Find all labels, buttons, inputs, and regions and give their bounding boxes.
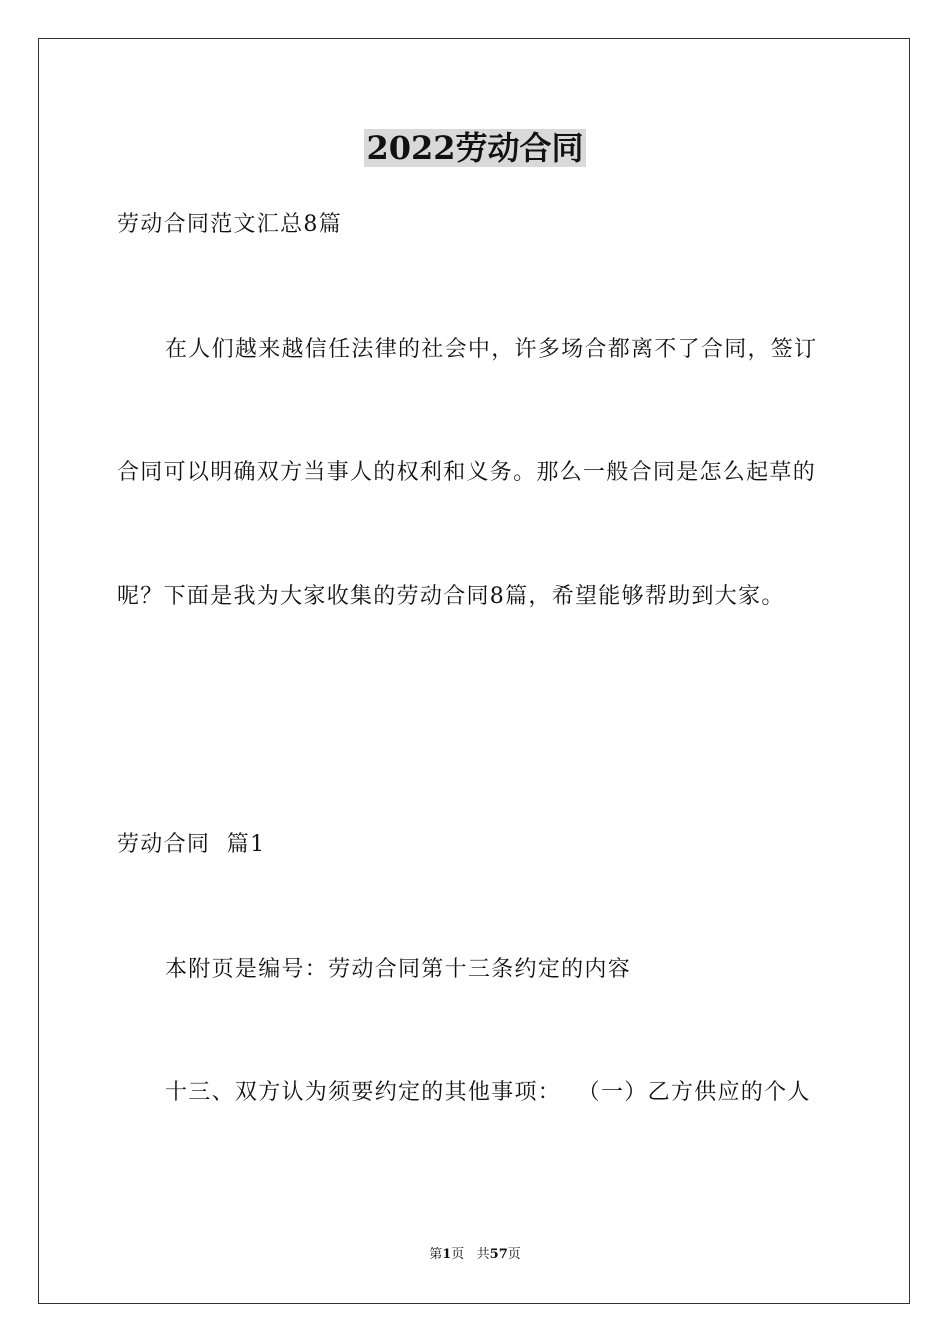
footer-total-pages: 57 bbox=[489, 1247, 508, 1262]
document-title-text: 2022劳动合同 bbox=[366, 129, 584, 167]
body-line-1: 本附页是编号：劳动合同第十三条约定的内容 bbox=[165, 957, 632, 982]
document-title bbox=[0, 128, 950, 168]
footer-suffix: 页 bbox=[507, 1247, 521, 1262]
footer-mid: 页 共 bbox=[451, 1247, 490, 1262]
section-heading: 劳动合同 篇1 bbox=[117, 832, 266, 857]
body-line-2: 十三、双方认为须要约定的其他事项： （一）乙方供应的个人 bbox=[165, 1080, 811, 1105]
intro-line-3: 呢？下面是我为大家收集的劳动合同8篇，希望能够帮助到大家。 bbox=[117, 584, 785, 609]
intro-line-1: 在人们越来越信任法律的社会中，许多场合都离不了合同，签订 bbox=[165, 337, 818, 362]
page-footer bbox=[0, 1246, 950, 1264]
footer-page-number: 1 bbox=[442, 1247, 452, 1262]
intro-line-2: 合同可以明确双方当事人的权利和义务。那么一般合同是怎么起草的 bbox=[117, 460, 817, 485]
footer-prefix: 第 bbox=[429, 1247, 443, 1262]
document-subtitle: 劳动合同范文汇总8篇 bbox=[117, 212, 342, 237]
